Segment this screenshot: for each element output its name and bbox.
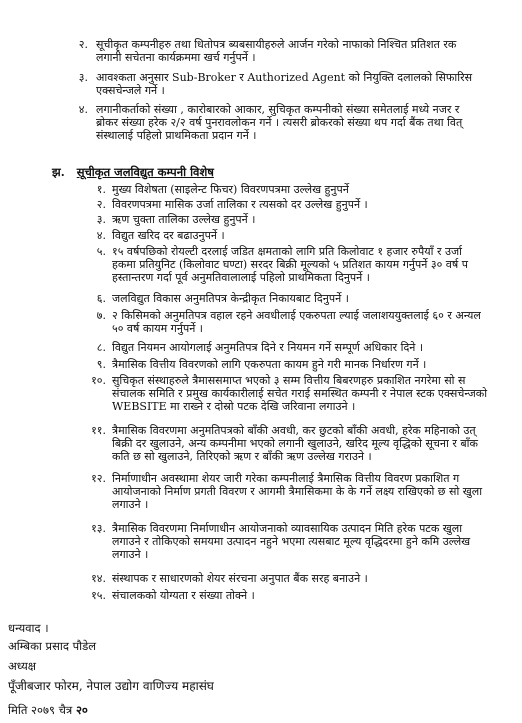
item-text	[96, 103, 462, 142]
item-line: २ किसिमको अनुमतिपत्र वहाल रहने अवधीलाई एकरुपता ल्याई जलाशययुक्तलाई ६० र अन्यल	[112, 309, 481, 322]
item-number: ९.	[96, 358, 106, 371]
item-text	[112, 309, 481, 335]
item-line: संस्थापक र साधारणको शेयर संरचना अनुपात बैंक सरह बनाउने ।	[112, 572, 368, 585]
item-line: त्रैमासिक वित्तीय विवरणको लागि एकरुपता कायम हुने गरी मानक निर्धारण गर्ने ।	[112, 358, 427, 371]
item-number: १४.	[91, 572, 106, 585]
item-line: लगाउने ।	[112, 548, 149, 561]
item-text	[112, 589, 255, 602]
item-text	[112, 292, 349, 305]
signatory-designation: अध्यक्ष	[8, 659, 37, 673]
item-text	[112, 245, 468, 284]
item-line: लगानीकर्ताको संख्या , कारोबारको आकार, सुचिकृत कम्पनीको संख्या समेतलाई मध्ये नजर र	[96, 103, 460, 116]
item-line: लगाउने र तोकिएको समयमा उत्पादन नहुने भएमा त्यसबाट मूल्य वृद्धिदरमा हुने कमि उल्लेख	[112, 535, 471, 548]
item-number: ७.	[96, 309, 106, 322]
item-text	[112, 358, 426, 371]
item-line: WEBSITE मा राख्ने र दोस्रो पटक देखि जरिवाना लगाउने ।	[112, 400, 356, 413]
item-line: जलविद्युत विकास अनुमतिपत्र केन्द्रीकृत निकायबाट दिनुपर्ने ।	[112, 292, 349, 305]
item-line: सुचिकृत संस्थाहरुले त्रैमाससमाप्त भएको ३ सम्म वित्तीय बिबरणहरु प्रकाशित नगरेमा सो स	[112, 374, 466, 387]
item-line: बिक्री दर खुलाउने, अन्य कम्पनीमा भएको लगानी खुलाउने, खरिद मूल्य वृद्धिको सूचना र बाँक	[112, 437, 478, 450]
item-line: ऋण चुक्ता तालिका उल्लेख हुनुपर्ने ।	[112, 213, 256, 226]
item-number: ३.	[78, 71, 88, 84]
section-heading	[52, 166, 214, 179]
item-line: सूचीकृत कम्पनीहरु तथा धितोपत्र ब्यबसायीहरुले आर्जन गरेको नाफाको निश्चित प्रतिशत रक	[96, 38, 457, 51]
item-line: एक्सचेन्जले गर्ने ।	[96, 84, 165, 97]
item-line: कति छ सो खुलाउने, तिरिएको ऋण र बाँकी ऋण उल्लेख गराउने ।	[112, 450, 372, 463]
section-title: सूचीकृत जलविद्युत कम्पनी विशेष	[76, 165, 214, 179]
item-text	[112, 374, 487, 413]
item-line: विद्युत नियमन आयोगलाई अनुमतिपत्र दिने र नियमन गर्ने सम्पूर्ण अधिकार दिने ।	[112, 341, 424, 354]
section-label: झ.	[52, 165, 65, 179]
item-number: २.	[78, 38, 88, 51]
item-line: मुख्य विशेषता (साइलेन्ट फिचर) विवरणपत्रमा उल्लेख हुनुपर्ने	[112, 183, 349, 196]
item-line: ब्रोकर संख्या हरेक २/२ वर्ष पुनरावलोकन गर्ने । त्यसरी ब्रोकरको संख्या थप गर्दा बैंक तथा वित्	[96, 116, 463, 129]
document-date	[8, 704, 88, 717]
item-number: १२.	[91, 472, 106, 485]
item-number: ६.	[96, 292, 106, 305]
item-line: आयोजनाको निर्माण प्रगती विवरण र आगमी त्रैमासिकमा के के गर्ने लक्ष्य राखिएको छ सो खुला	[112, 485, 483, 498]
item-line: विवरणपत्रमा मासिक उर्जा तालिका र त्यसको दर उल्लेख हुनुपर्ने ।	[112, 198, 368, 211]
item-text	[112, 572, 368, 585]
item-line: हकमा प्रतियुनिट (किलोवाट घण्टा) सरदर बिक्री मूल्यको ५ प्रतिशत कायम गर्नुपर्ने ३० वर्ष प	[112, 258, 469, 271]
item-line: १५ वर्षपछिको रोयल्टी दरलाई जडित क्षमताको लागि प्रति किलोवाट १ हजार रुपैयाँ र उर्जा	[112, 245, 462, 258]
item-text	[96, 71, 472, 97]
item-line: विद्युत खरिद दर बढाउनुपर्ने ।	[112, 229, 225, 242]
item-line: लगानी सचेतना कार्यक्रममा खर्च गर्नुपर्ने ।	[96, 51, 256, 64]
item-line: हस्तान्तरण गर्दा पूर्व अनुमतिवालालाई पहिलो प्राथमिकता दिनुपर्ने ।	[112, 271, 370, 284]
item-line: ५० वर्ष कायम गर्नुपर्ने ।	[112, 322, 203, 335]
item-line: संचालकको योग्यता र संख्या तोक्ने ।	[112, 589, 255, 602]
item-number: ४.	[96, 229, 106, 242]
closing-thanks: धन्यवाद ।	[8, 621, 49, 635]
item-number: १३.	[91, 522, 106, 535]
item-line: त्रैमासिक विवरणमा अनुमतिपत्रको बाँकी अवधी, कर छुटको बाँकी अवधी, हरेक महिनाको उत्	[112, 424, 476, 437]
item-line: संचालक समिति र प्रमुख कार्यकारीलाई सचेत गराई समस्थित कम्पनी र नेपाल स्टक एक्सचेन्जको	[112, 387, 488, 400]
item-number: १५.	[91, 589, 106, 602]
item-text	[112, 522, 470, 561]
item-number: १०.	[91, 374, 106, 387]
signatory-name: अम्बिका प्रसाद पौडेल	[8, 639, 97, 653]
item-line: संस्थालाई पहिलो प्राथमिकता प्रदान गर्ने ।	[96, 129, 257, 142]
item-line: आवश्कता अनुसार Sub-Broker र Authorized Agent को नियुक्ति दलालको सिफारिस	[96, 71, 473, 84]
item-number: ४.	[78, 103, 88, 116]
item-text	[96, 38, 456, 64]
item-text	[112, 229, 225, 242]
item-number: १.	[96, 183, 106, 196]
item-number: ११.	[91, 424, 106, 437]
item-number: ८.	[96, 341, 106, 354]
item-line: त्रैमासिक विवरणमा निर्माणाधीन आयोजनाको व्यावसायिक उत्पादन मिति हरेक पटक खुला	[112, 522, 463, 535]
item-number: ३.	[96, 213, 106, 226]
item-text	[112, 183, 349, 196]
item-number: २.	[96, 198, 106, 211]
item-text	[112, 472, 482, 511]
signatory-organization: पूँजीबजार फोरम, नेपाल उद्योग वाणिज्य महासंघ	[8, 679, 214, 693]
date-label: मिति २०७९ चैत्र	[8, 703, 73, 717]
item-text	[112, 341, 423, 354]
item-line: निर्माणाधीन अवस्थामा शेयर जारी गरेका कम्पनीलाई त्रैमासिक वित्तीय विवरण प्रकाशित ग	[112, 472, 460, 485]
item-text	[112, 198, 368, 211]
date-day: २०	[75, 703, 88, 717]
item-number: ५.	[96, 245, 106, 258]
item-text	[112, 424, 478, 463]
item-text	[112, 213, 255, 226]
item-line: लगाउने ।	[112, 498, 149, 511]
